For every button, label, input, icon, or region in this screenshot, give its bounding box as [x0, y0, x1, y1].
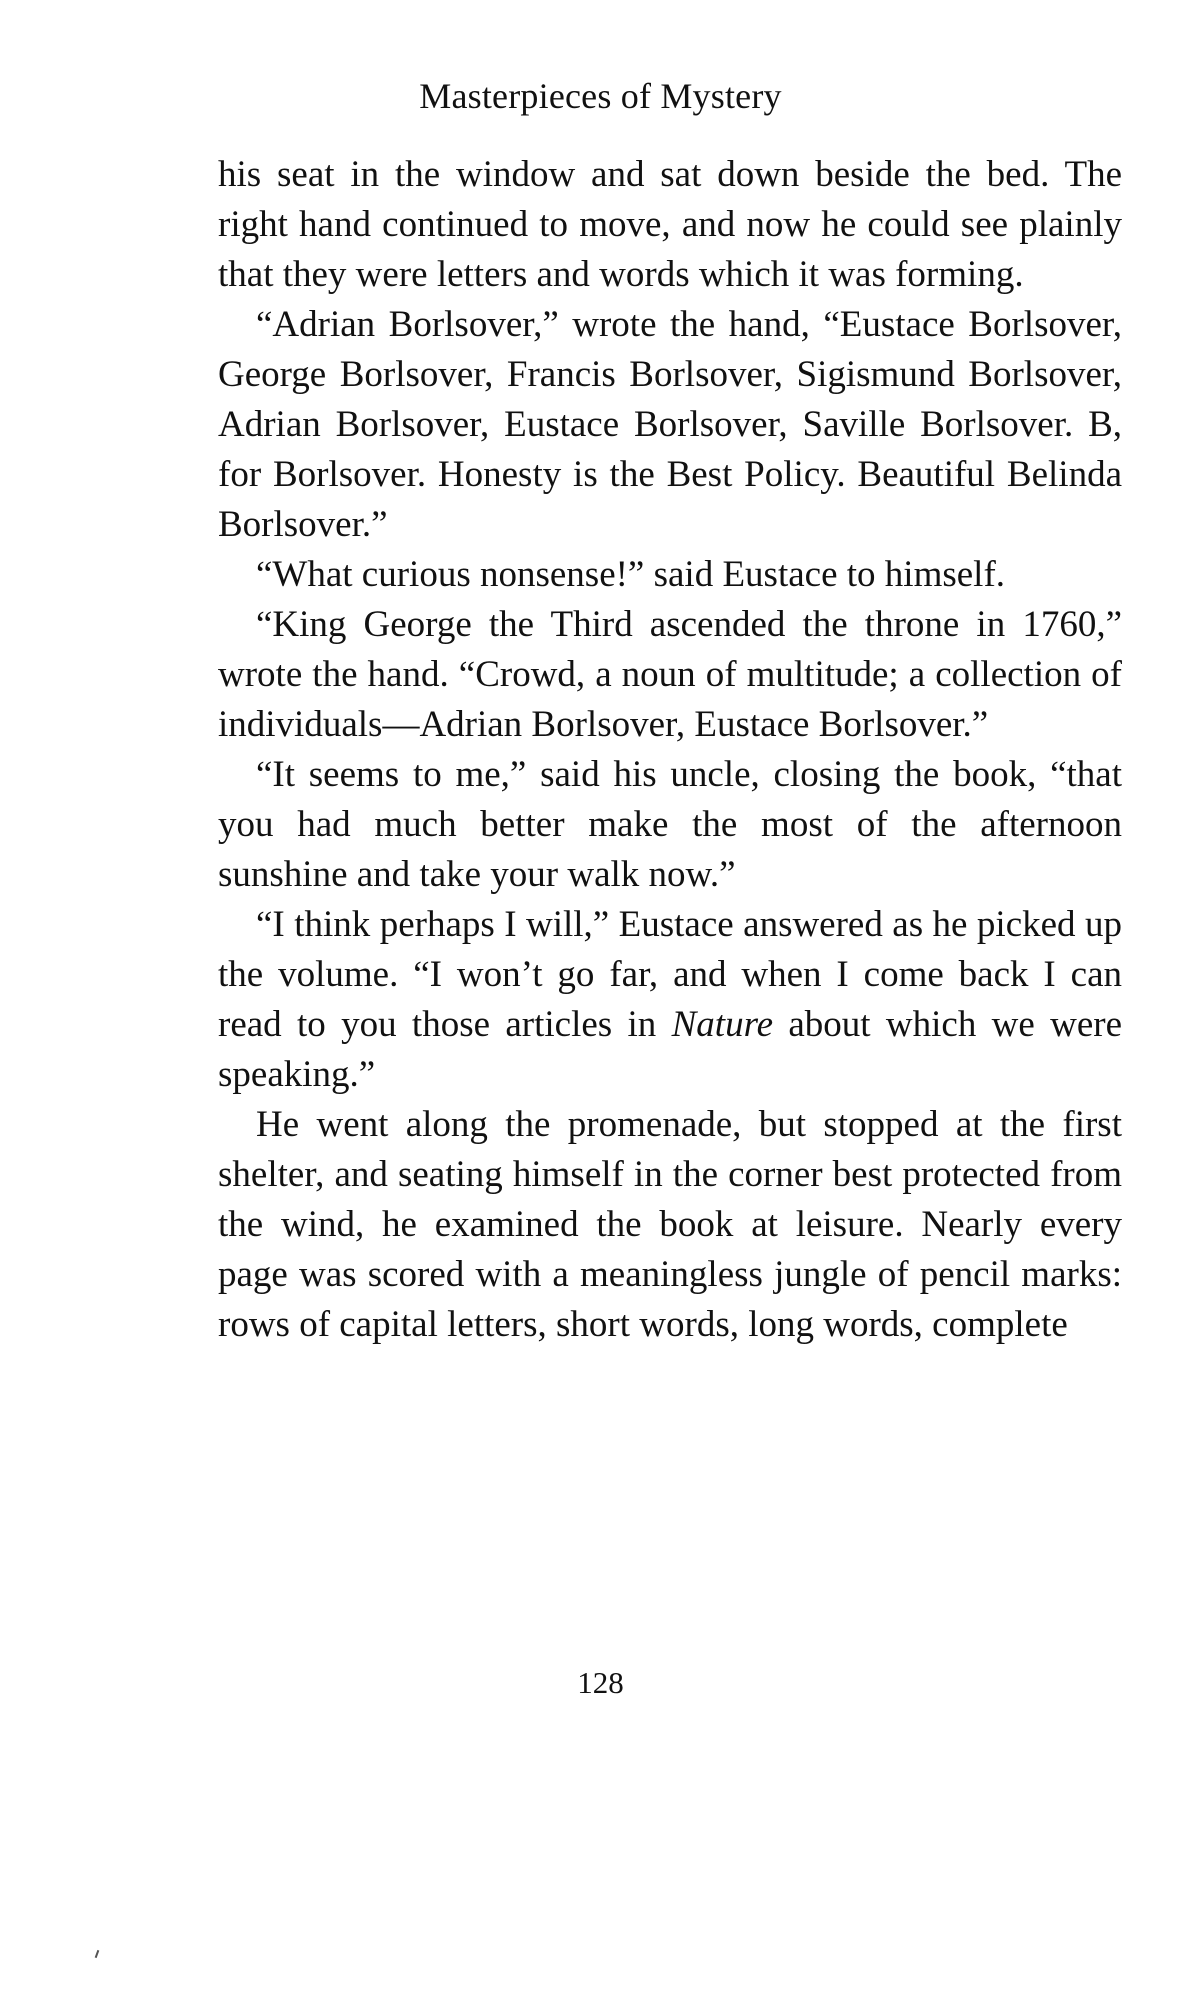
journal-title-nature: Nature — [671, 1004, 774, 1045]
paragraph-uncle-speaks: “It seems to me,” said his uncle, closing the book, “that you had much better make the most of the afternoon sunshine and take your walk now.” — [218, 754, 1122, 895]
paragraph-curious-nonsense: “What curious nonsense!” said Eustace to himself. — [256, 554, 1006, 595]
paragraph-continuation: his seat in the window and sat down beside the bed. The right hand continued to move, and now he could see plainly that they were letters and words which it was forming. — [218, 154, 1122, 295]
paragraph-eustace-answers-part2: about which we were speaking.” — [218, 1004, 1123, 1095]
paragraph-king-george: “King George the Third ascended the throne in 1760,” wrote the hand. “Crowd, a noun of multitude; a collection of individuals—Adrian Borlsover, Eustace Borlsover.” — [218, 604, 1122, 745]
paragraph-promenade: He went along the promenade, but stopped at the first shelter, and seating himself in the corner best protected from the wind, he examined the book at leisure. Nearly every page was scored with a meaningless jungle of pencil marks: rows of capital letters, short words, long words, complete — [218, 1104, 1122, 1345]
paragraph-eustace-answers-part1: “I think perhaps I will,” Eustace answered as he picked up the volume. “I won’t go far, and when I come back I can read to you those articles in — [218, 904, 1122, 1045]
paragraph-hand-writes-names: “Adrian Borlsover,” wrote the hand, “Eustace Borlsover, George Borlsover, Francis Borlsover, Sigismund Borlsover, Adrian Borlsover, Eustace Borlsover, Saville Borlsover. B, for Borlsover. Honesty is the Best Policy. Beautiful Belinda Borlsover.” — [218, 304, 1122, 545]
running-head-title: Masterpieces of Mystery — [419, 76, 782, 116]
print-speck — [95, 1950, 100, 1958]
body-text — [218, 150, 1122, 1350]
page-number: 128 — [577, 1665, 624, 1700]
paragraph-eustace-answers — [218, 900, 1122, 1100]
